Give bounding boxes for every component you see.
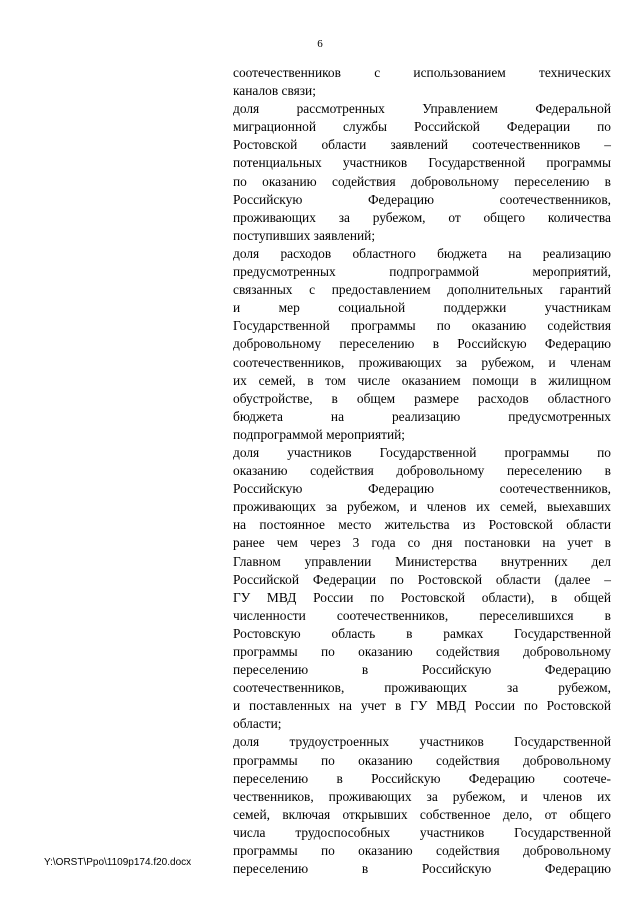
text-line: связанных с предоставлением дополнительных гарантий (233, 282, 611, 298)
text-line: соотечественников с использованием технических (233, 65, 611, 80)
text-line: соотечественников, проживающих за рубежом, (233, 680, 611, 696)
text-line: обустройстве, в общем размере расходов областного (233, 390, 611, 406)
text-line: доля трудоустроенных участников Государственной (233, 734, 611, 750)
text-line: переселению в Российскую Федерацию (233, 662, 611, 678)
text-line: соотечественников, проживающих за рубежом, и членам (233, 354, 611, 370)
text-line: и мер социальной поддержки участникам (233, 300, 611, 316)
text-line: области; (233, 716, 282, 732)
text-line: бюджета на реализацию предусмотренных (233, 408, 611, 424)
text-line: переселению в Российскую Федерацию соотече- (233, 770, 611, 786)
text-line: чественников, проживающих за рубежом, и членов их (233, 788, 611, 804)
text-line: Российскую Федерацию соотечественников, (233, 481, 611, 497)
text-line: каналов связи; (233, 83, 316, 99)
text-line: подпрограммой мероприятий; (233, 426, 406, 442)
text-line: переселению в Российскую Федерацию (233, 861, 611, 877)
text-line: Ростовской области заявлений соотечественников – (233, 137, 611, 153)
text-line: и поставленных на учет в ГУ МВД России по Ростовской (233, 698, 611, 714)
text-line: их семей, в том числе оказанием помощи в жилищном (233, 372, 611, 388)
text-line: оказанию содействия добровольному переселению в (233, 463, 611, 479)
text-line: числа трудоспособных участников Государственной (233, 824, 611, 840)
text-line: программы по оказанию содействия добровольному (233, 644, 611, 659)
text-line: миграционной службы Российской Федерации по (233, 119, 611, 135)
page-number: 6 (317, 38, 323, 50)
document-body (233, 64, 611, 878)
footer-file-path: Y:\ORST\Ppo\1109p174.f20.docx (44, 857, 192, 868)
text-line: Российскую Федерацию соотечественников, (233, 191, 611, 207)
text-line: Российской Федерации по Ростовской области (далее – (233, 571, 611, 587)
text-line: доля участников Государственной программы по (233, 444, 611, 460)
text-line: ранее чем через 3 года со дня постановки на учет в (233, 535, 611, 551)
text-line: добровольному переселению в Российскую Федерацию (233, 336, 611, 352)
text-line: доля расходов областного бюджета на реализацию (233, 245, 611, 261)
text-line: Главном управлении Министерства внутренних дел (233, 553, 611, 569)
text-line: на постоянное место жительства из Ростовской области (233, 517, 611, 533)
text-line: ГУ МВД России по Ростовской области), в общей (233, 589, 611, 605)
text-line: предусмотренных подпрограммой мероприятий, (233, 264, 611, 280)
text-line: доля рассмотренных Управлением Федеральной (233, 101, 611, 117)
text-line: программы по оказанию содействия добровольному (233, 843, 611, 859)
text-line: проживающих за рубежом, от общего количества (233, 209, 611, 225)
text-line: программы по оказанию содействия добровольному (233, 752, 611, 768)
text-line: поступивших заявлений; (233, 227, 376, 243)
text-line: семей, включая открывших собственное дело, от общего (233, 806, 611, 822)
text-line: численности соотечественников, переселившихся в (233, 607, 611, 623)
text-line: Государственной программы по оказанию содействия (233, 318, 611, 334)
text-line: проживающих за рубежом, и членов их семей, выехавших (233, 499, 611, 515)
text-line: потенциальных участников Государственной программы (233, 155, 611, 171)
text-line: Ростовскую область в рамках Государственной (233, 625, 611, 641)
text-line: по оказанию содействия добровольному переселению в (233, 173, 611, 189)
